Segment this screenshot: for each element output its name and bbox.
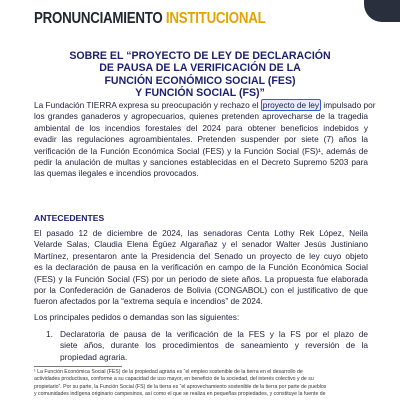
highlighted-text-selection[interactable]: proyecto de ley <box>262 100 320 110</box>
footnote-divider <box>34 366 122 367</box>
antecedentes-paragraph <box>34 228 368 308</box>
list-item-line: siete años, durante los procedimientos de saneamiento y reversión de la <box>60 340 368 351</box>
header-title-part1: PRONUNCIAMIENTO <box>34 10 163 27</box>
corner-decoration <box>364 0 400 22</box>
antecedentes-line: El pasado 12 de diciembre de 2024, las senadoras Centa Lothy Rek López, Neila <box>34 228 368 238</box>
intro-line <box>34 100 376 111</box>
antecedentes-line: Velarde Salas, Claudia Elena Égüez Algarañaz y el senador Walter Jesús Justiniano <box>34 239 368 250</box>
document-title-line: DE PAUSA DE LA VERIFICACIÓN DE LA <box>99 62 301 75</box>
intro-text-before: La Fundación TIERRA expresa su preocupación y rechazo el <box>34 100 259 110</box>
intro-line: pedir la anulación de multas y sanciones establecidas en el Decreto Supremo 5203 para <box>34 157 368 168</box>
document-title-line: Y FUNCIÓN SOCIAL (FS)” <box>135 87 265 100</box>
footnote-line: y comunidades indígena originario campesinos, así como el que se realiza en pequeñas propiedades, y constituye la fuente de <box>34 391 326 398</box>
document-title-line: SOBRE EL “PROYECTO DE LEY DE DECLARACIÓN <box>69 50 331 62</box>
antecedentes-line: Martínez, presentaron ante la Presidencia del Senado un proyecto de ley cuyo objeto <box>34 250 368 261</box>
document-title-line: FUNCIÓN ECONÓMICO SOCIAL (FES) <box>104 74 296 87</box>
intro-line: las quemas ilegales e incendios provocados. <box>34 168 199 179</box>
footnote-line: propietario”. Por su parte, la Función Social (FS) de la tierra es “el aprovechamiento sostenible de la tierra por parte de pueblos <box>34 383 327 390</box>
intro-line: verificación de la Función Económica Social (FES) y la Función Social (FS)¹, además de <box>34 145 368 156</box>
intro-paragraph <box>34 100 376 180</box>
antecedentes-line: fueron afectados por la “extrema sequía e incendios” de 2024. <box>34 296 263 307</box>
list-item-number: 1. <box>46 329 53 339</box>
antecedentes-line: es la declaración de pausa en la verificación en campo de la Función Económica Social <box>34 262 368 273</box>
requests-intro-line: Los principales pedidos o demandas son las siguientes: <box>34 312 240 322</box>
intro-line: evadir las regulaciones agroambientales. Pretenden suspender por siete (7) años la <box>34 134 368 145</box>
list-item-line: propiedad agraria. <box>60 351 128 362</box>
intro-line: ambiental de los incendios forestales del 2024 para obtener beneficios indebidos y <box>34 122 368 133</box>
intro-text-after: impulsado por <box>323 100 376 110</box>
footnote-line: actividades productivas, conforme a su capacidad de uso mayor, en beneficio de la sociedad, del interés colectivo y de su <box>34 376 314 383</box>
header-title-part2: INSTITUCIONAL <box>165 10 266 27</box>
intro-line: los grandes ganaderos y agropecuarios, quienes pretenden aprovecharse de la tragedia <box>34 111 368 122</box>
footnotes <box>34 369 368 399</box>
list-item-line: Declaratoria de pausa de la verificación de la FES y la FS por el plazo de <box>60 329 368 339</box>
section-heading-antecedentes: ANTECEDENTES <box>34 213 105 223</box>
page-header-title <box>34 10 265 28</box>
requests-intro <box>34 312 368 323</box>
antecedentes-line: (FES) y la Función Social (FS) por un periodo de siete años. La propuesta fue elaborada <box>34 273 368 284</box>
document-title <box>40 50 360 100</box>
footnote-line: ¹ La Función Económica Social (FES) de la propiedad agraria es “el empleo sostenible de la tierra en el desarrollo de <box>34 369 303 375</box>
antecedentes-line: por la Confederación de Ganaderos de Bolivia (CONGABOL) con el justificativo de que <box>34 285 368 296</box>
